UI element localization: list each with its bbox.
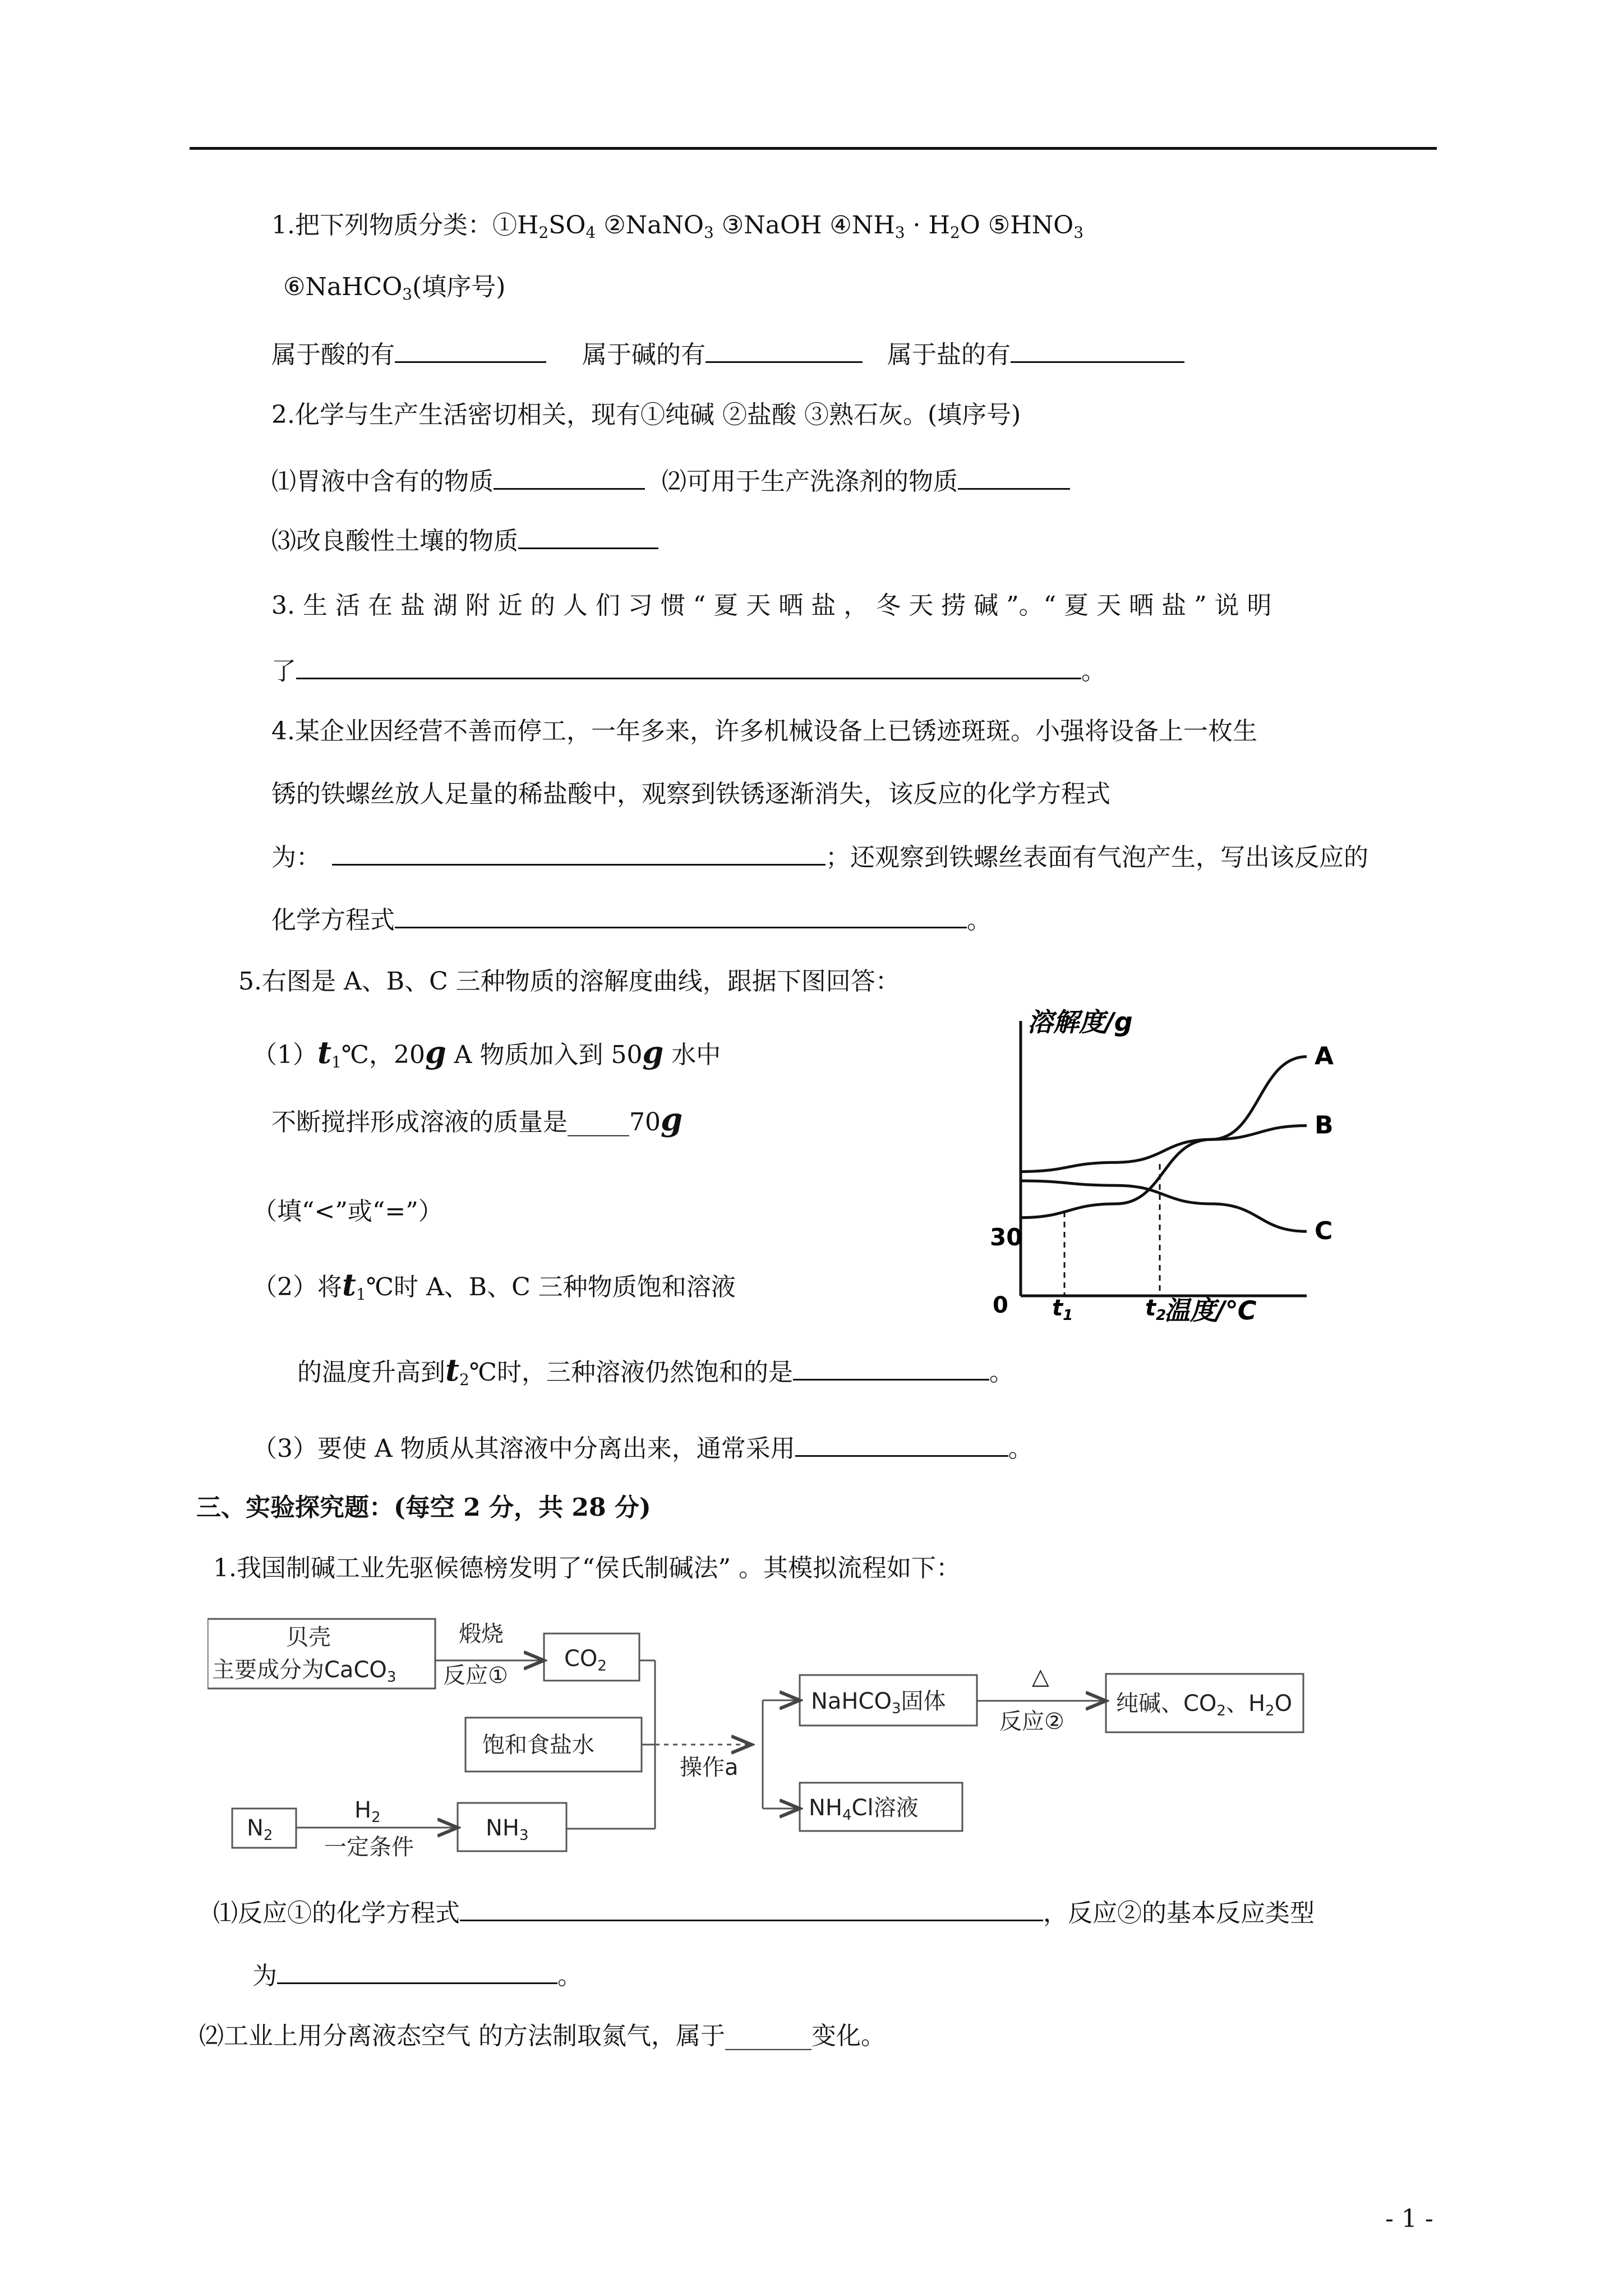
solubility-chart [976, 999, 1335, 1324]
delta-symbol: △ [1032, 1664, 1049, 1690]
q5-part2-line2: 的温度升高到$t_2℃$时，三种溶液仍然饱和的是 。 [297, 1352, 1015, 1389]
salt-blank[interactable] [1011, 337, 1184, 363]
q3-line2: 了 。 [271, 653, 1106, 688]
section3-heading: 三、实验探究题：(每空 2 分，共 28 分) [196, 1493, 651, 1522]
q1-line1: 1.把下列物质分类：$①H_2SO_4$ ②NaNO$_3$ ③NaOH $④NH_3 \cdot H_2O$ $⑤HNO_3$ [271, 211, 1084, 242]
q2-part12: ⑴胃液中含有的物质 ⑵可用于生产洗涤剂的物质 [271, 463, 1070, 499]
q5-part1-line1: $(1)t_1℃$，20g A 物质加入到 50g 水中 [252, 1034, 721, 1071]
q5-blank-3[interactable] [795, 1430, 1008, 1457]
q5-part1-line2: 不断搅拌形成溶液的质量是_____70g [271, 1101, 683, 1138]
series-label-B: B [1315, 1111, 1334, 1140]
q2-blank-2[interactable] [958, 463, 1070, 490]
curve-B [1021, 1126, 1307, 1172]
q2-part3: ⑶改良酸性土壤的物质 [271, 523, 658, 558]
s3-blank-2[interactable] [277, 1958, 557, 1984]
reaction1-label: 反应① [443, 1663, 508, 1688]
base-blank[interactable] [706, 337, 863, 363]
brine-label: 饱和食盐水 [482, 1732, 594, 1758]
q5-blank-2[interactable] [793, 1354, 989, 1381]
q4-blank-2[interactable] [395, 902, 967, 928]
q1-line2: ⑥NaHCO$_3$(填序号) [283, 273, 506, 303]
section3-q1-stem: 1.我国制碱工业先驱候德榜发明了“侯氏制碱法” 。其模拟流程如下： [213, 1554, 961, 1582]
h2-label: $H_2$ [354, 1797, 381, 1826]
x-tick-t1: $t_1$ [1052, 1295, 1073, 1324]
shell-label: 贝壳 [286, 1625, 331, 1650]
nh3-label: $NH_3$ [486, 1815, 529, 1844]
acid-blank[interactable] [395, 337, 546, 363]
product-label: 纯碱、$CO_2$、$H_2O$ [1116, 1691, 1293, 1719]
nh4cl-label: $NH_4Cl$溶液 [809, 1795, 919, 1824]
page-number: - 1 - [1385, 2205, 1433, 2233]
y-tick-30: 30 [990, 1223, 1023, 1251]
n2-label: $N_2$ [247, 1815, 273, 1844]
q4-line4: 化学方程式 。 [271, 902, 992, 937]
s3-blank-1[interactable] [460, 1895, 1043, 1921]
q5-part3: （3）要使 A 物质从其溶液中分离出来，通常采用 。 [252, 1430, 1033, 1466]
series-label-A: A [1315, 1042, 1334, 1071]
shell-composition: 主要成分为CaCO$_3$ [212, 1657, 396, 1686]
nahco3-label: NaHCO$_3$固体 [811, 1688, 946, 1717]
x-axis-label: 温度/℃ [1164, 1295, 1257, 1324]
q5-stem: 5.右图是 A、B、C 三种物质的溶解度曲线，跟据下图回答： [238, 967, 900, 996]
q2-blank-3[interactable] [518, 523, 658, 549]
q4-line3: 为： ；还观察到铁螺丝表面有气泡产生，写出该反应的 [271, 839, 1368, 875]
q4-line1: 4.某企业因经营不善而停工，一年多来，许多机械设备上已锈迹斑斑。小强将设备上一枚生 [271, 717, 1257, 746]
q4-line2: 锈的铁螺丝放人足量的稀盐酸中，观察到铁锈逐渐消失，该反应的化学方程式 [271, 780, 1110, 808]
y-axis-label: 溶解度/g [1027, 1007, 1133, 1037]
q4-blank-1[interactable] [332, 839, 826, 866]
q2-blank-1[interactable] [494, 463, 645, 490]
header-rule [190, 147, 1437, 150]
section3-part1-line2: 为 。 [252, 1958, 582, 1993]
section3-part1-line1: ⑴反应①的化学方程式 ，反应②的基本反应类型 [213, 1895, 1315, 1930]
q5-part2-line1: （2）将$t_1℃$时 A、B、C 三种物质饱和溶液 [252, 1267, 736, 1304]
q2-stem: 2.化学与生产生活密切相关，现有①纯碱 ②盐酸 ③熟石灰。(填序号) [271, 401, 1021, 429]
operation-a-label: 操作a [680, 1755, 739, 1780]
q3-line1: 3. 生 活 在 盐 湖 附 近 的 人 们 习 惯 “ 夏 天 晒 盐 ， 冬 天 捞 碱 ”。“ 夏 天 晒 盐 ” 说 明 [271, 591, 1272, 620]
section3-part2: ⑵工业上用分离液态空气 的方法制取氮气，属于_______变化。 [199, 2022, 886, 2050]
condition-label: 一定条件 [324, 1834, 414, 1860]
co2-label: $CO_2$ [564, 1646, 607, 1674]
x-tick-t2: $t_2$ [1145, 1295, 1166, 1324]
series-label-C: C [1315, 1217, 1333, 1246]
flow-diagram [208, 1604, 1307, 1862]
calcine-label: 煅烧 [459, 1621, 504, 1647]
origin-label: 0 [993, 1292, 1008, 1318]
reaction2-label: 反应② [999, 1709, 1064, 1734]
q1-answers: 属于酸的有 属于碱的有 属于盐的有 [271, 337, 1184, 372]
q5-part1-line3: （填“<”或“=”） [252, 1197, 443, 1226]
q3-blank[interactable] [296, 653, 1081, 679]
